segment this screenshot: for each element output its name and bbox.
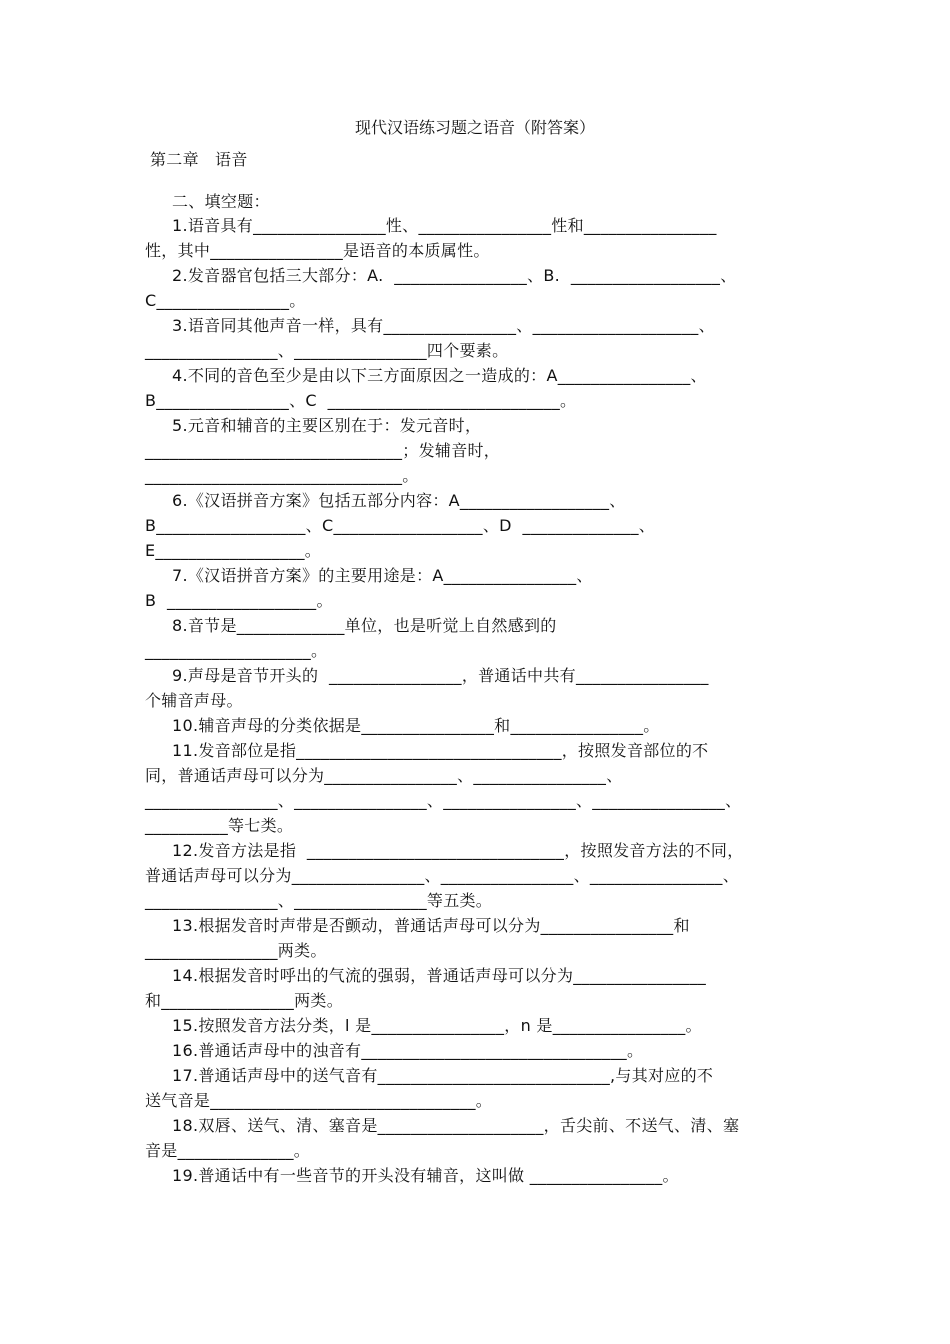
question-13-line-2: ________________两类。 bbox=[145, 941, 327, 960]
question-9-line-1: 9.声母是音节开头的 ________________，普通话中共有________________ bbox=[172, 666, 709, 685]
question-2-line-2: C________________。 bbox=[145, 291, 306, 310]
question-5-line-2: _______________________________；发辅音时， bbox=[145, 441, 501, 460]
question-1-line-1: 1.语音具有________________性、________________性和________________ bbox=[172, 216, 717, 235]
question-9-line-2: 个辅音声母。 bbox=[145, 691, 243, 710]
question-4-line-2: B________________、C ____________________________。 bbox=[145, 391, 577, 410]
question-6-line-1: 6.《汉语拼音方案》包括五部分内容：A__________________、 bbox=[172, 491, 626, 510]
chapter-heading: 第二章 语音 bbox=[150, 150, 248, 169]
question-6-line-2: B__________________、C__________________、D ______________、 bbox=[145, 516, 656, 535]
question-19-line-1: 19.普通话中有一些音节的开头没有辅音，这叫做 ________________。 bbox=[172, 1166, 679, 1185]
question-11-line-3: ________________、________________、________________、________________、 bbox=[145, 791, 742, 810]
question-12-line-2: 普通话声母可以分为________________、________________、________________、 bbox=[145, 866, 739, 885]
question-10-line-1: 10.辅音声母的分类依据是________________和________________。 bbox=[172, 716, 660, 735]
question-7-line-2: B __________________。 bbox=[145, 591, 333, 610]
question-1-line-2: 性，其中________________是语音的本质属性。 bbox=[145, 241, 490, 260]
question-14-line-2: 和________________两类。 bbox=[145, 991, 343, 1010]
question-14-line-1: 14.根据发音时呼出的气流的强弱，普通话声母可以分为________________ bbox=[172, 966, 707, 985]
document-title: 现代汉语练习题之语音（附答案） bbox=[354, 118, 595, 137]
question-7-line-1: 7.《汉语拼音方案》的主要用途是：A________________、 bbox=[172, 566, 593, 585]
question-12-line-1: 12.发音方法是指 _______________________________，按照发音方法的不同， bbox=[172, 841, 744, 860]
question-16-line-1: 16.普通话声母中的浊音有________________________________。 bbox=[172, 1041, 644, 1060]
question-3-line-1: 3.语音同其他声音一样，具有________________、____________________、 bbox=[172, 316, 715, 335]
question-6-line-3: E__________________。 bbox=[145, 541, 322, 560]
question-18-line-2: 音是______________。 bbox=[145, 1141, 311, 1160]
question-2-line-1: 2.发音器官包括三大部分：A. ________________、B. __________________、 bbox=[172, 266, 737, 285]
question-11-line-2: 同，普通话声母可以分为________________、________________、 bbox=[145, 766, 623, 785]
question-15-line-1: 15.按照发音方法分类，l 是________________，n 是________________。 bbox=[172, 1016, 702, 1035]
question-11-line-4: __________等七类。 bbox=[145, 816, 294, 835]
question-17-line-2: 送气音是________________________________。 bbox=[145, 1091, 493, 1110]
question-18-line-1: 18.双唇、送气、清、塞音是____________________，舌尖前、不送气、清、塞 bbox=[172, 1116, 740, 1135]
question-13-line-1: 13.根据发音时声带是否颤动，普通话声母可以分为________________和 bbox=[172, 916, 690, 935]
question-5-line-1: 5.元音和辅音的主要区别在于：发元音时， bbox=[172, 416, 482, 435]
question-17-line-1: 17.普通话声母中的送气音有____________________________,与其对应的不 bbox=[172, 1066, 714, 1085]
question-12-line-3: ________________、________________等五类。 bbox=[145, 891, 493, 910]
question-4-line-1: 4.不同的音色至少是由以下三方面原因之一造成的：A________________、 bbox=[172, 366, 707, 385]
question-8-line-2: ____________________。 bbox=[145, 641, 328, 660]
section-heading: 二、填空题： bbox=[172, 192, 270, 211]
question-8-line-1: 8.音节是_____________单位，也是听觉上自然感到的 bbox=[172, 616, 557, 635]
question-5-line-3: _______________________________。 bbox=[145, 466, 419, 485]
question-3-line-2: ________________、________________四个要素。 bbox=[145, 341, 509, 360]
question-11-line-1: 11.发音部位是指________________________________，按照发音部位的不 bbox=[172, 741, 709, 760]
